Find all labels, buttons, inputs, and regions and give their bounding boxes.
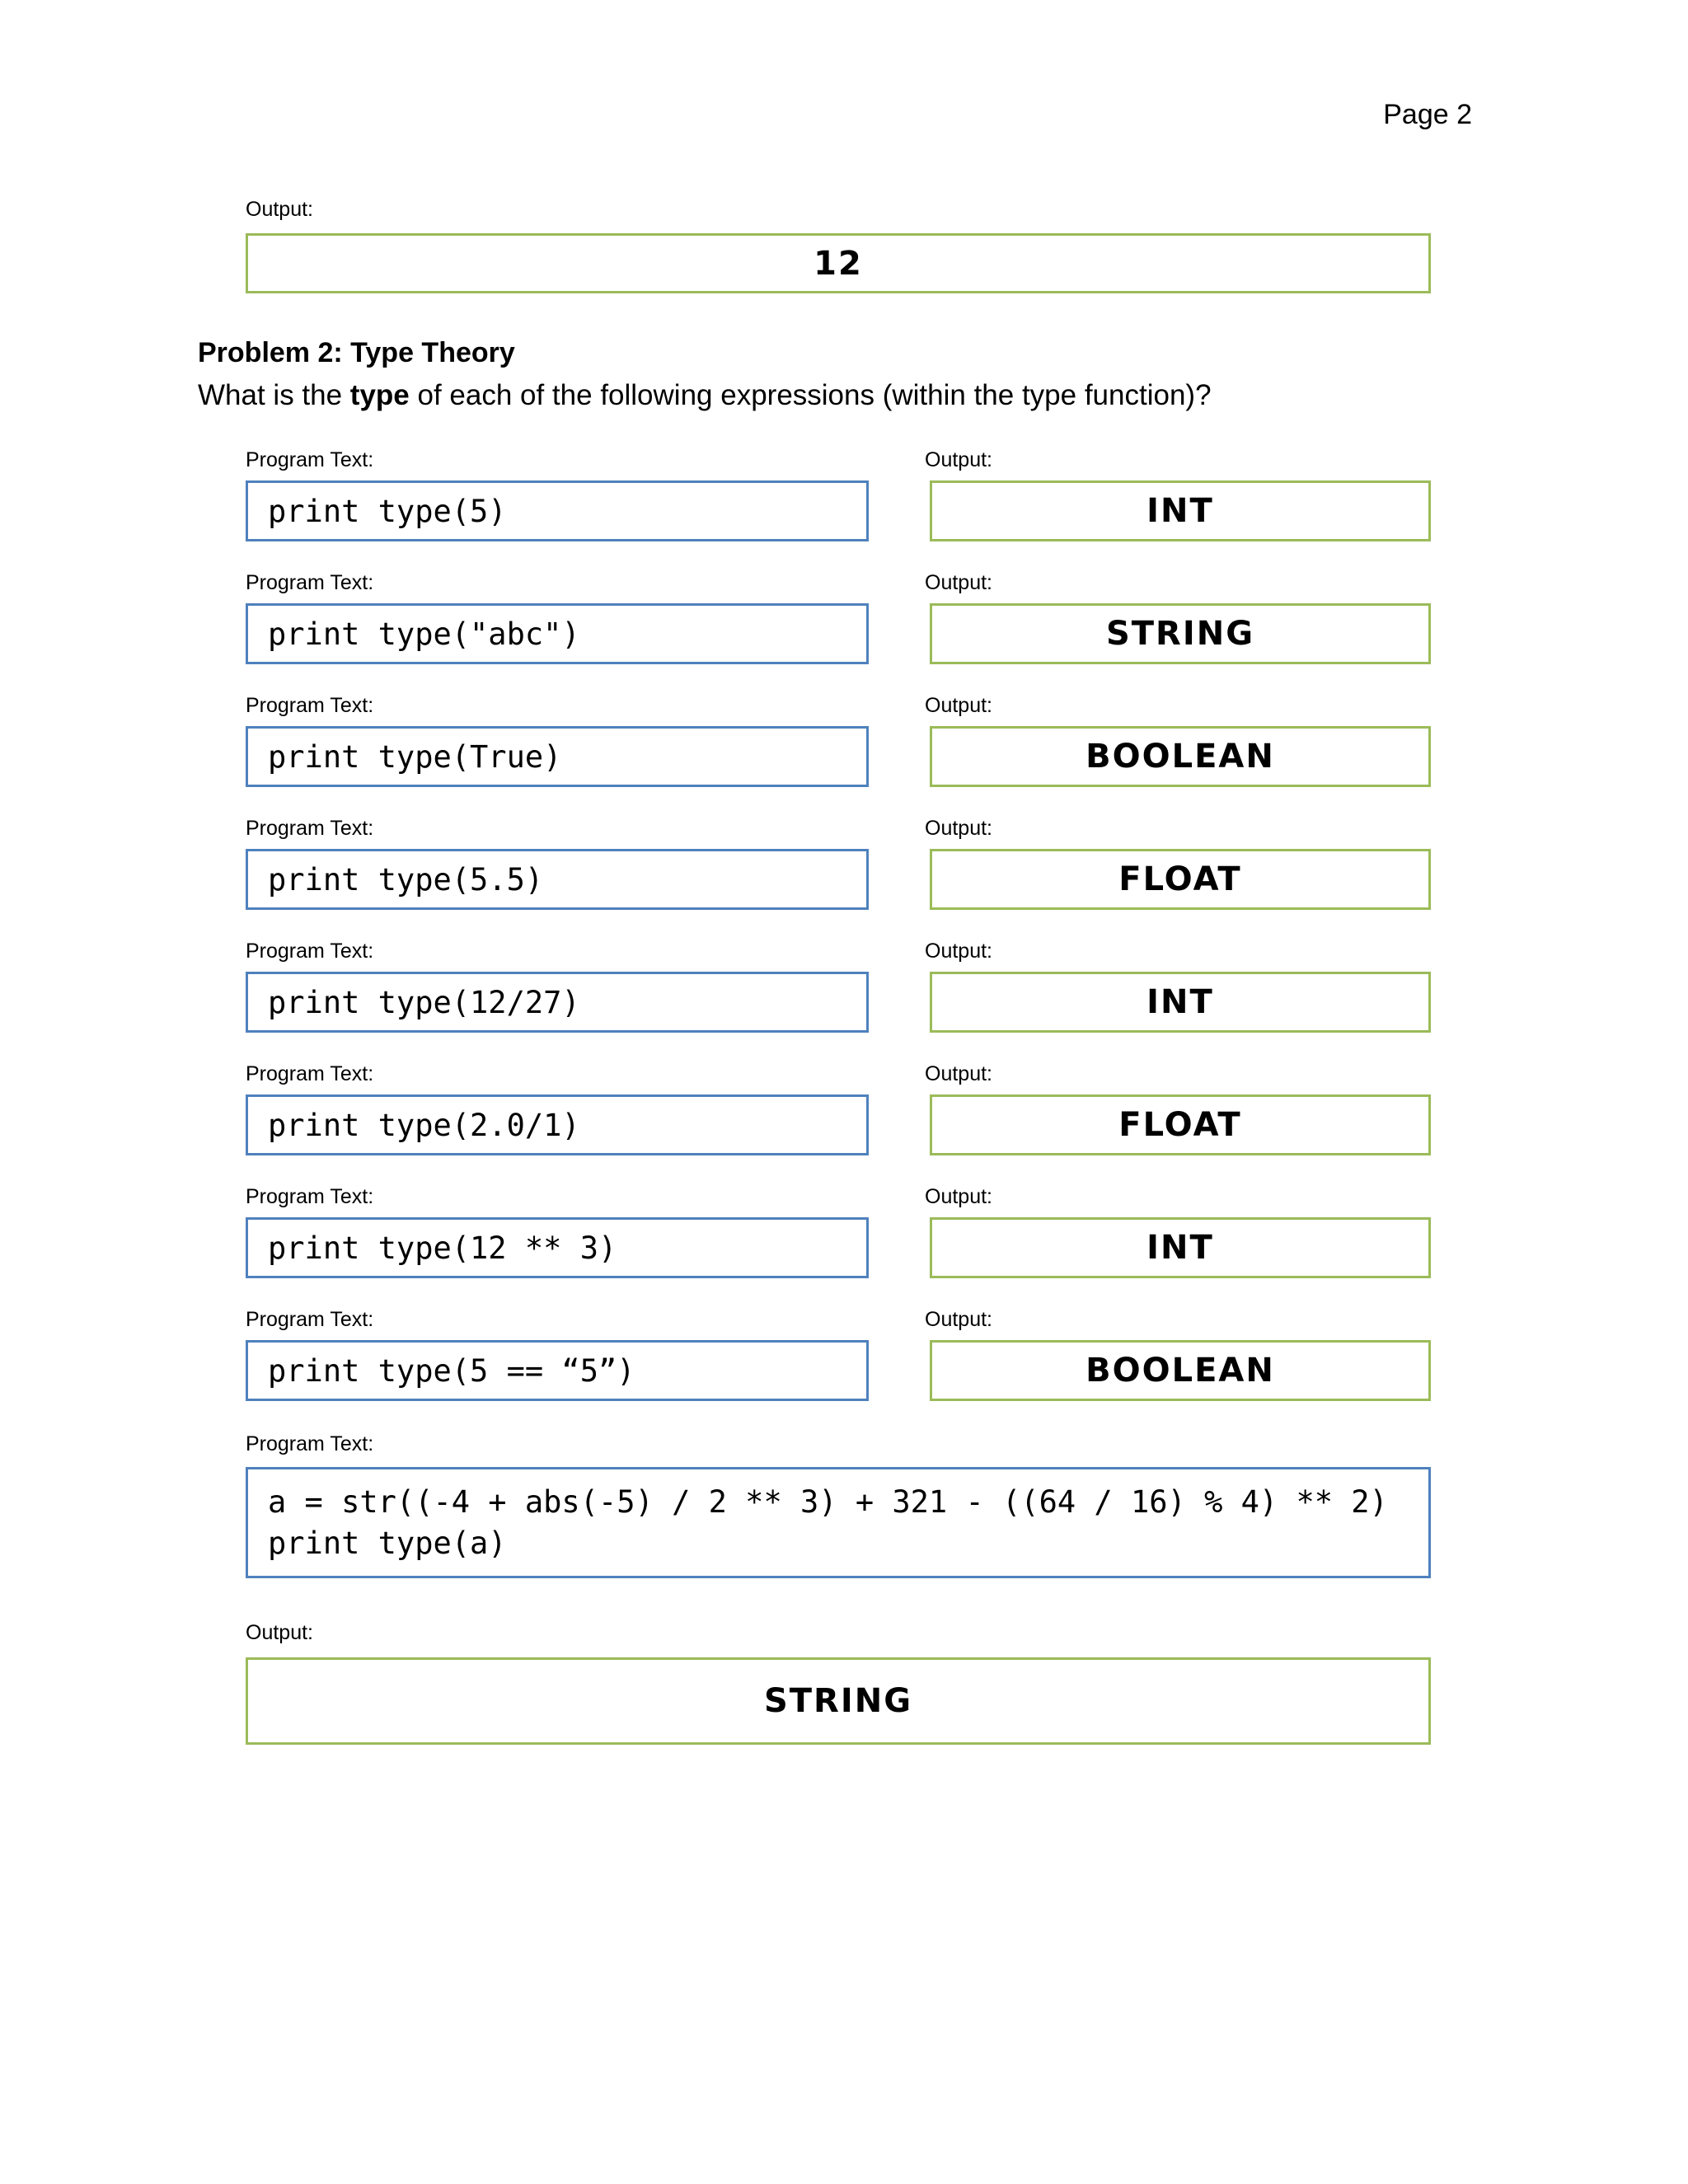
output-label: Output: [925,940,992,963]
program-label: Program Text: [246,1185,374,1208]
program-label: Program Text: [246,448,374,471]
output-label: Output: [925,1185,992,1208]
question-bold: type [349,379,410,411]
program-text-box: print type(5 == “5”) [246,1340,869,1401]
top-output-box: 12 [246,233,1431,293]
program-text-box: print type(12/27) [246,972,869,1033]
output-label: Output: [925,1308,992,1331]
problem-heading: Problem 2: Type Theory [198,337,515,368]
program-label: Program Text: [246,694,374,717]
code-line-1: a = str((-4 + abs(-5) / 2 ** 3) + 321 - ((64 / 16) % 4) ** 2) [268,1483,1388,1520]
output-box: INT [930,972,1431,1033]
program-label: Program Text: [246,1062,374,1085]
program-label: Program Text: [246,817,374,840]
question-post: of each of the following expressions (within the type function)? [409,379,1212,411]
output-label: Output: [925,448,992,471]
code-line-2: print type(a) [268,1525,507,1561]
output-box: BOOLEAN [930,1340,1431,1401]
top-output-label: Output: [246,198,313,221]
output-label: Output: [925,1062,992,1085]
program-text-box: print type(True) [246,726,869,787]
final-output-box: STRING [246,1657,1431,1745]
program-text-box: print type(2.0/1) [246,1094,869,1155]
output-box: BOOLEAN [930,726,1431,787]
output-box: STRING [930,603,1431,664]
page-number: Page 2 [1383,99,1472,130]
output-label: Output: [925,694,992,717]
final-program-label: Program Text: [246,1432,374,1455]
output-box: FLOAT [930,1094,1431,1155]
program-text-box: print type(12 ** 3) [246,1217,869,1278]
output-box: INT [930,1217,1431,1278]
program-text-box: print type(5.5) [246,849,869,910]
program-text-box: print type(5) [246,480,869,541]
final-output-label: Output: [246,1621,313,1644]
output-label: Output: [925,817,992,840]
output-box: INT [930,480,1431,541]
program-label: Program Text: [246,571,374,594]
program-label: Program Text: [246,940,374,963]
program-text-box: print type("abc") [246,603,869,664]
problem-question [198,379,1212,412]
output-box: FLOAT [930,849,1431,910]
question-pre: What is the [198,379,350,411]
final-program-text-box [246,1467,1431,1578]
program-label: Program Text: [246,1308,374,1331]
output-label: Output: [925,571,992,594]
